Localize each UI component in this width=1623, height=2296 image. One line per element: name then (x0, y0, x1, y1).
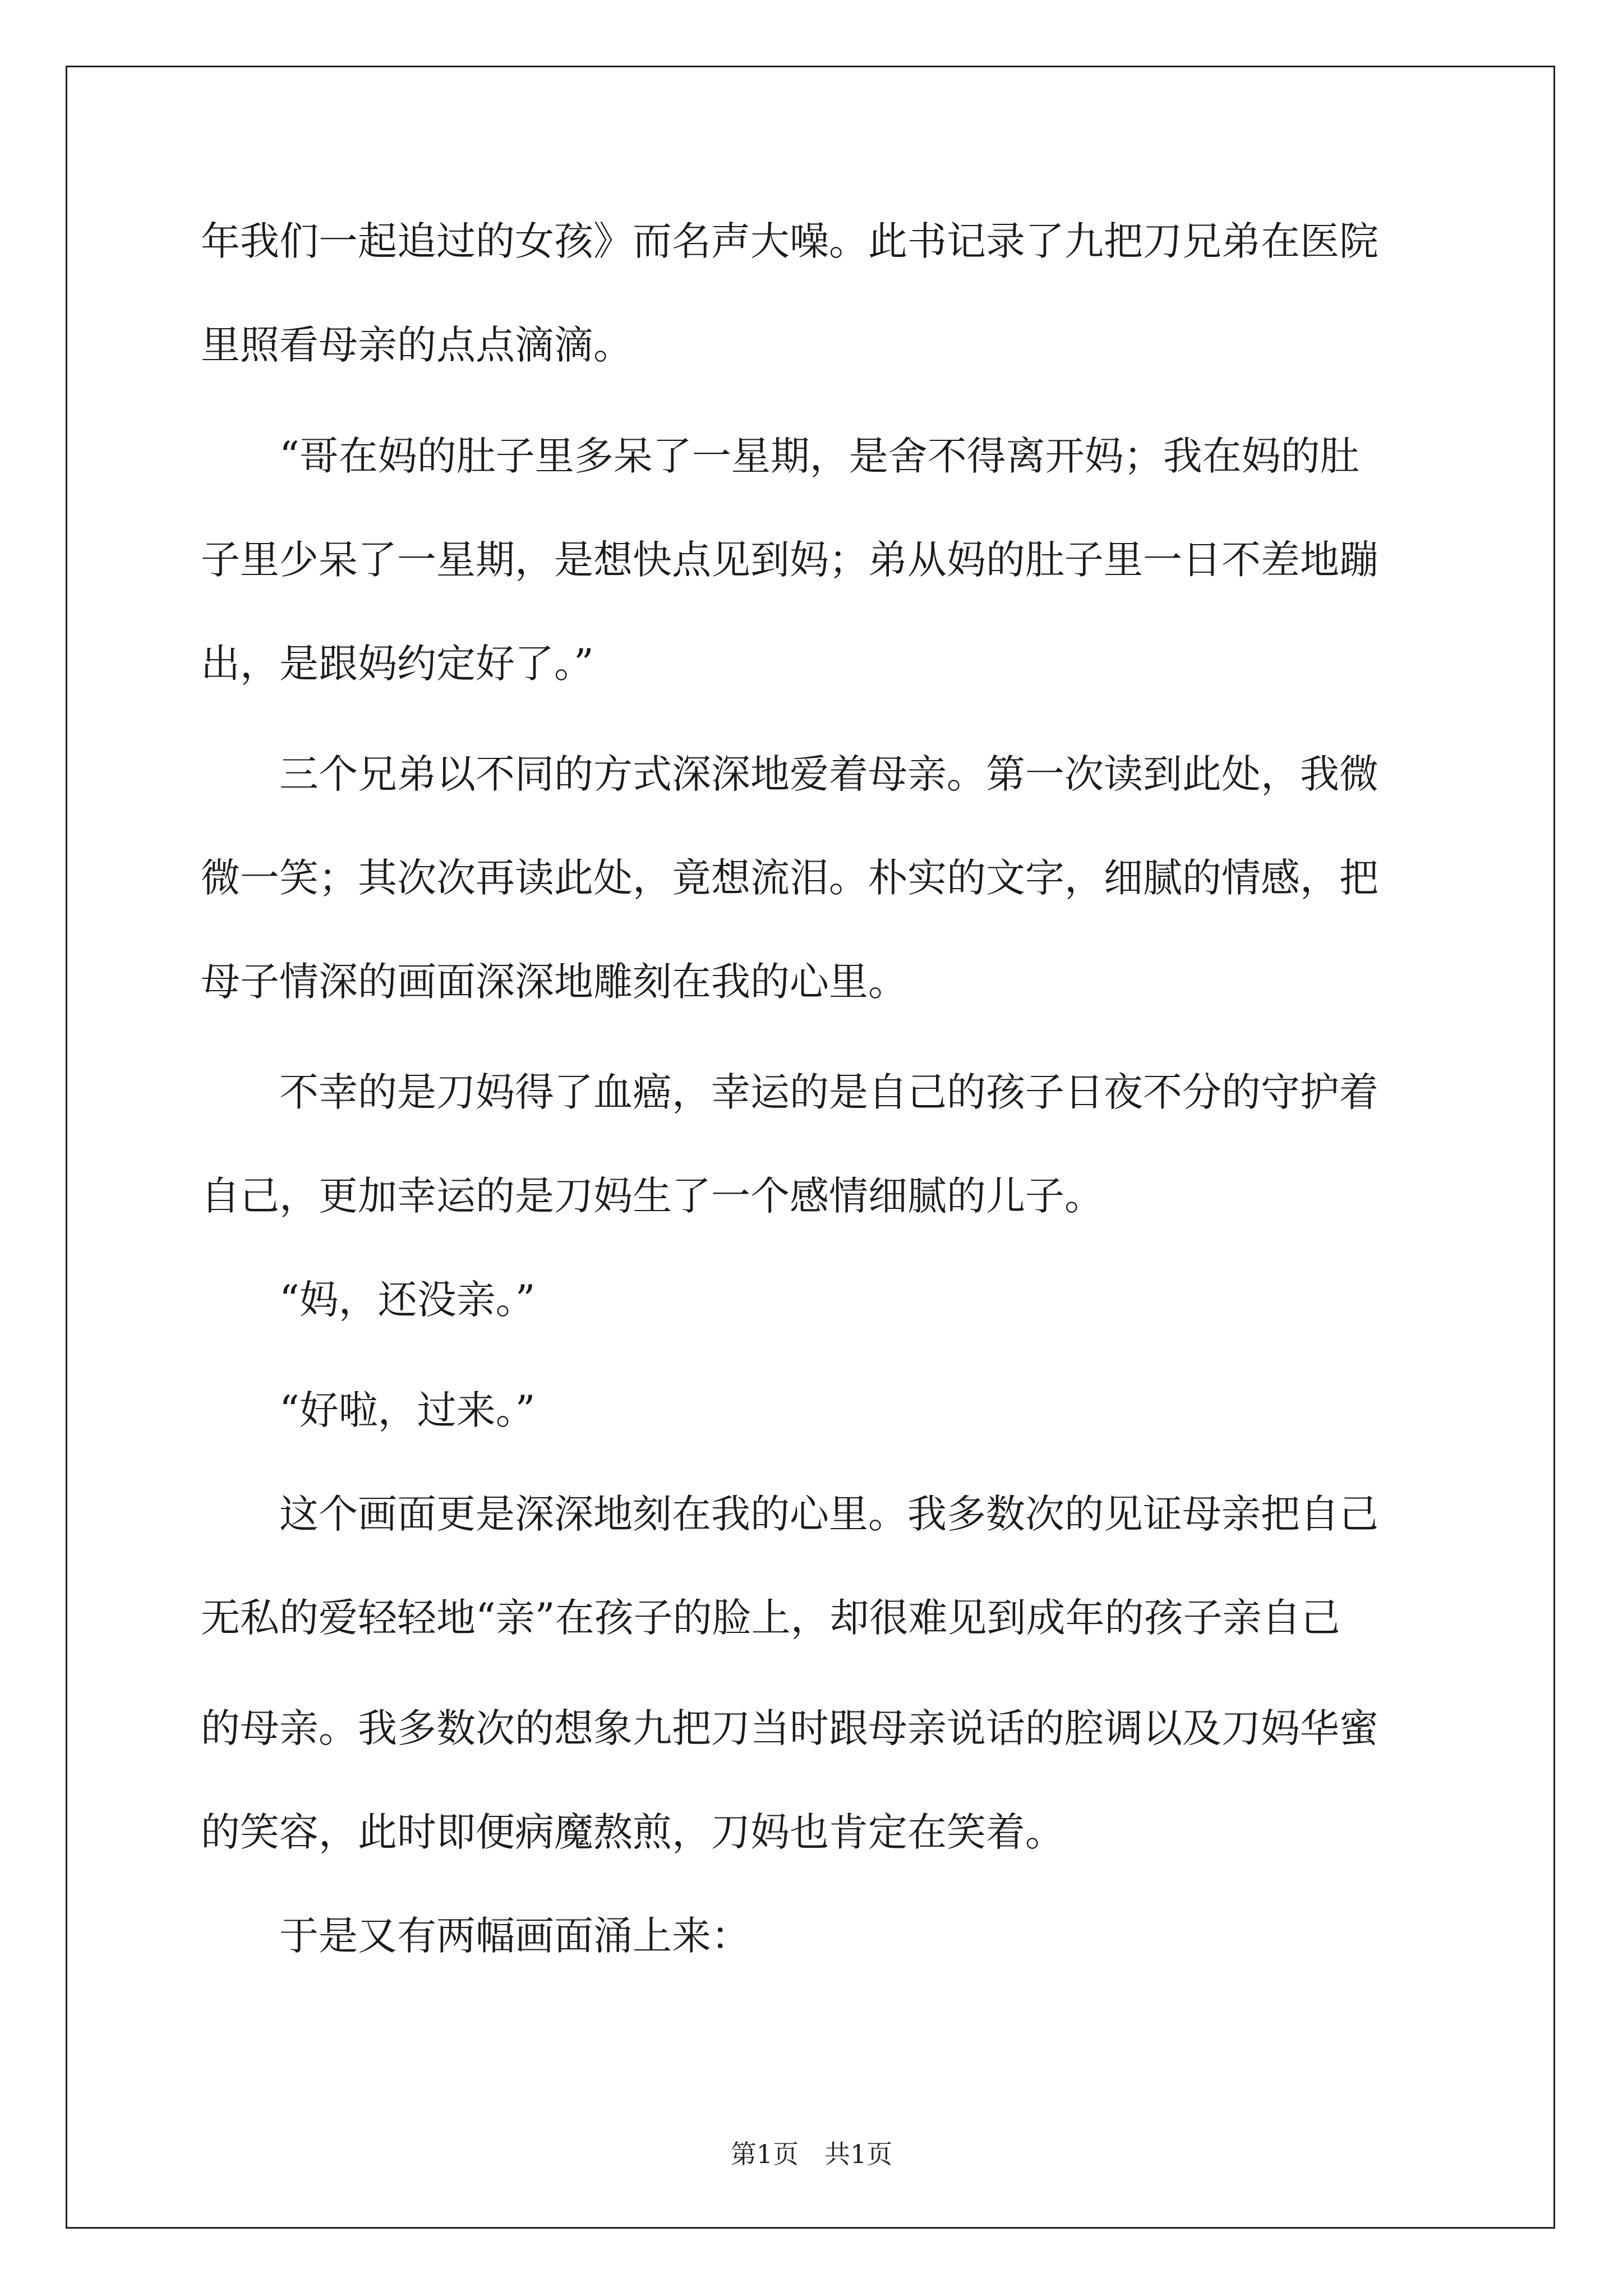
text-line: 微一笑；其次次再读此处，竟想流泪。朴实的文字，细腻的情感，把 (201, 855, 1378, 901)
text-line: 自己，更加幸运的是刀妈生了一个感情细腻的儿子。 (201, 1173, 1104, 1219)
text-line: 的母亲。我多数次的想象九把刀当时跟母亲说话的腔调以及刀妈华蜜 (201, 1705, 1378, 1751)
text-line: 这个画面更是深深地刻在我的心里。我多数次的见证母亲把自己 (279, 1491, 1378, 1537)
text-line: 不幸的是刀妈得了血癌，幸运的是自己的孩子日夜不分的守护着 (279, 1069, 1378, 1115)
page-border (66, 66, 1555, 2229)
text-line: 出，是跟妈约定好了。” (201, 641, 594, 687)
text-line: “妈，还没亲。” (279, 1277, 536, 1323)
text-line: 无私的爱轻轻地“亲”在孩子的脸上，却很难见到成年的孩子亲自己 (201, 1595, 1340, 1641)
text-line: 子里少呆了一星期，是想快点见到妈；弟从妈的肚子里一日不差地蹦 (201, 537, 1378, 583)
text-line: 三个兄弟以不同的方式深深地爱着母亲。第一次读到此处，我微 (279, 751, 1378, 797)
text-line: “好啦，过来。” (279, 1387, 536, 1433)
page-footer: 第1页 共1页 (730, 2139, 893, 2169)
text-line: 的笑容，此时即便病魔熬煎，刀妈也肯定在笑着。 (201, 1809, 1064, 1855)
text-line: 年我们一起追过的女孩》而名声大噪。此书记录了九把刀兄弟在医院 (201, 218, 1378, 264)
text-line: “哥在妈的肚子里多呆了一星期，是舍不得离开妈；我在妈的肚 (279, 433, 1359, 479)
text-line: 母子情深的画面深深地雕刻在我的心里。 (201, 959, 907, 1005)
text-line: 于是又有两幅画面涌上来： (279, 1913, 750, 1959)
text-line: 里照看母亲的点点滴滴。 (201, 322, 633, 368)
